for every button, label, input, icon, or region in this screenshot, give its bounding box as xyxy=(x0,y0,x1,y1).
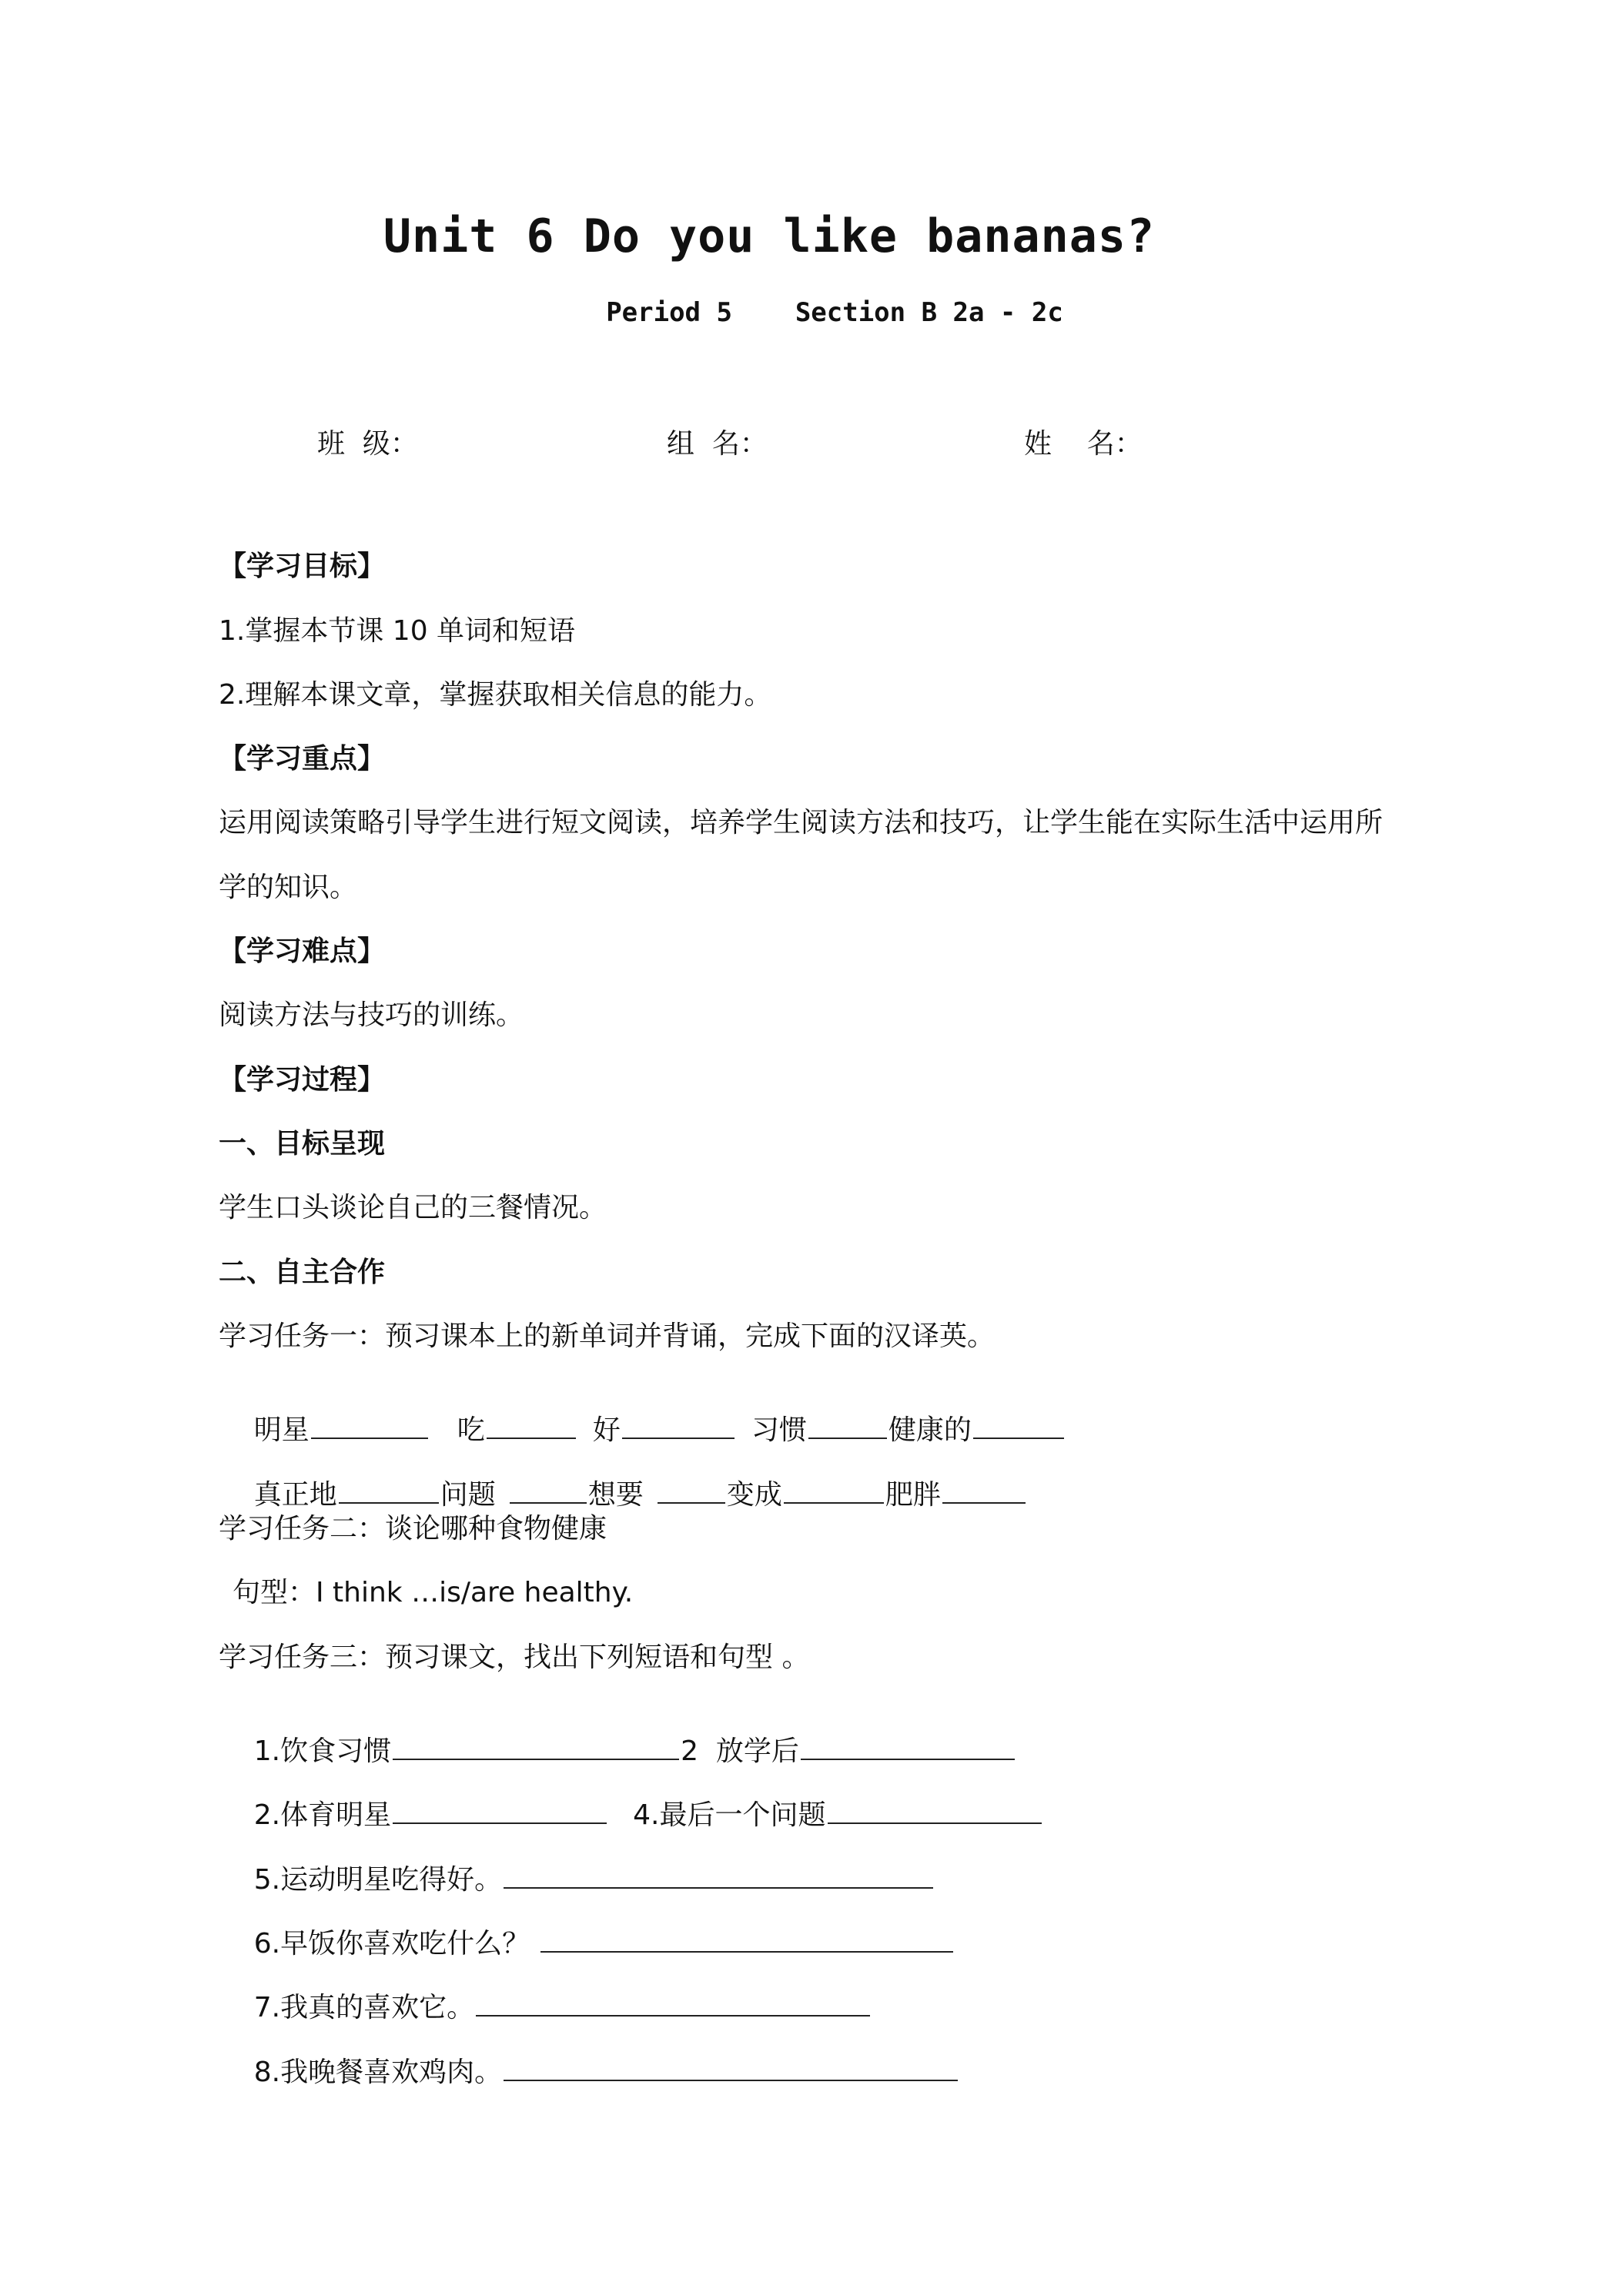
vocab-word: 真正地 xyxy=(253,1479,337,1511)
phrase-item: 4.最后一个问题 xyxy=(633,1799,826,1831)
answer-blank[interactable] xyxy=(784,1479,884,1504)
vocab-word: 明星 xyxy=(253,1414,310,1446)
vocab-word: 肥胖 xyxy=(885,1479,941,1511)
answer-blank[interactable] xyxy=(828,1799,1042,1824)
answer-blank[interactable] xyxy=(504,1864,933,1889)
answer-blank[interactable] xyxy=(658,1479,725,1504)
task-1-text: 学习任务一：预习课本上的新单词并背诵，完成下面的汉译英。 xyxy=(219,1320,996,1352)
vocab-word: 习惯 xyxy=(751,1414,807,1446)
answer-blank[interactable] xyxy=(540,1928,953,1953)
vocab-word: 问题 xyxy=(440,1479,496,1511)
vocab-word: 想要 xyxy=(587,1479,644,1511)
vocab-word: 好 xyxy=(592,1414,621,1446)
sentence-row-8 xyxy=(219,2029,959,2114)
difficulty-heading: 【学习难点】 xyxy=(219,935,386,967)
page-subtitle: Period 5 Section B 2a - 2c xyxy=(606,297,1063,328)
vocab-word: 健康的 xyxy=(888,1414,972,1446)
group-label: 组 名： xyxy=(667,428,768,460)
answer-blank[interactable] xyxy=(339,1479,439,1504)
focus-text-line-2: 学的知识。 xyxy=(219,872,358,903)
focus-text-line-1: 运用阅读策略引导学生进行短文阅读，培养学生阅读方法和技巧，让学生能在实际生活中运用所 xyxy=(219,807,1384,838)
page-title: Unit 6 Do you like bananas? xyxy=(383,209,1156,263)
answer-blank[interactable] xyxy=(973,1414,1064,1439)
answer-blank[interactable] xyxy=(808,1414,887,1439)
answer-blank[interactable] xyxy=(393,1735,679,1760)
sentence-item: 7.我真的喜欢它。 xyxy=(253,1992,475,2023)
goals-heading: 【学习目标】 xyxy=(219,551,386,582)
task-2-text: 学习任务二：谈论哪种食物健康 xyxy=(219,1513,607,1545)
answer-blank[interactable] xyxy=(504,2057,958,2081)
vocab-word: 变成 xyxy=(726,1479,782,1511)
phrase-item: 2 放学后 xyxy=(681,1735,799,1767)
sentence-item: 6.早饭你喜欢吃什么？ xyxy=(253,1928,530,1960)
answer-blank[interactable] xyxy=(311,1414,428,1439)
focus-heading: 【学习重点】 xyxy=(219,743,386,775)
step-1-text: 学生口头谈论自己的三餐情况。 xyxy=(219,1192,607,1223)
sentence-item: 8.我晚餐喜欢鸡肉。 xyxy=(253,2057,503,2088)
name-label: 姓 名： xyxy=(1024,428,1143,460)
answer-blank[interactable] xyxy=(487,1414,576,1439)
class-label: 班 级： xyxy=(317,428,418,460)
answer-blank[interactable] xyxy=(393,1799,607,1824)
sentence-item: 5.运动明星吃得好。 xyxy=(253,1864,503,1896)
phrase-item: 1.饮食习惯 xyxy=(253,1735,392,1767)
goal-item-2: 2.理解本课文章，掌握获取相关信息的能力。 xyxy=(219,679,772,711)
answer-blank[interactable] xyxy=(476,1992,870,2017)
answer-blank[interactable] xyxy=(801,1735,1015,1760)
difficulty-text: 阅读方法与技巧的训练。 xyxy=(219,999,524,1031)
goal-item-1: 1.掌握本节课 10 单词和短语 xyxy=(219,615,576,647)
answer-blank[interactable] xyxy=(942,1479,1026,1504)
sentence-pattern: 句型：I think …is/are healthy. xyxy=(233,1577,634,1608)
answer-blank[interactable] xyxy=(510,1479,587,1504)
vocab-word: 吃 xyxy=(457,1414,485,1446)
answer-blank[interactable] xyxy=(622,1414,735,1439)
step-1-heading: 一、目标呈现 xyxy=(219,1128,386,1160)
process-heading: 【学习过程】 xyxy=(219,1064,386,1096)
phrase-item: 2.体育明星 xyxy=(253,1799,392,1831)
step-2-heading: 二、自主合作 xyxy=(219,1257,386,1288)
task-3-text: 学习任务三：预习课文，找出下列短语和句型 。 xyxy=(219,1642,810,1673)
